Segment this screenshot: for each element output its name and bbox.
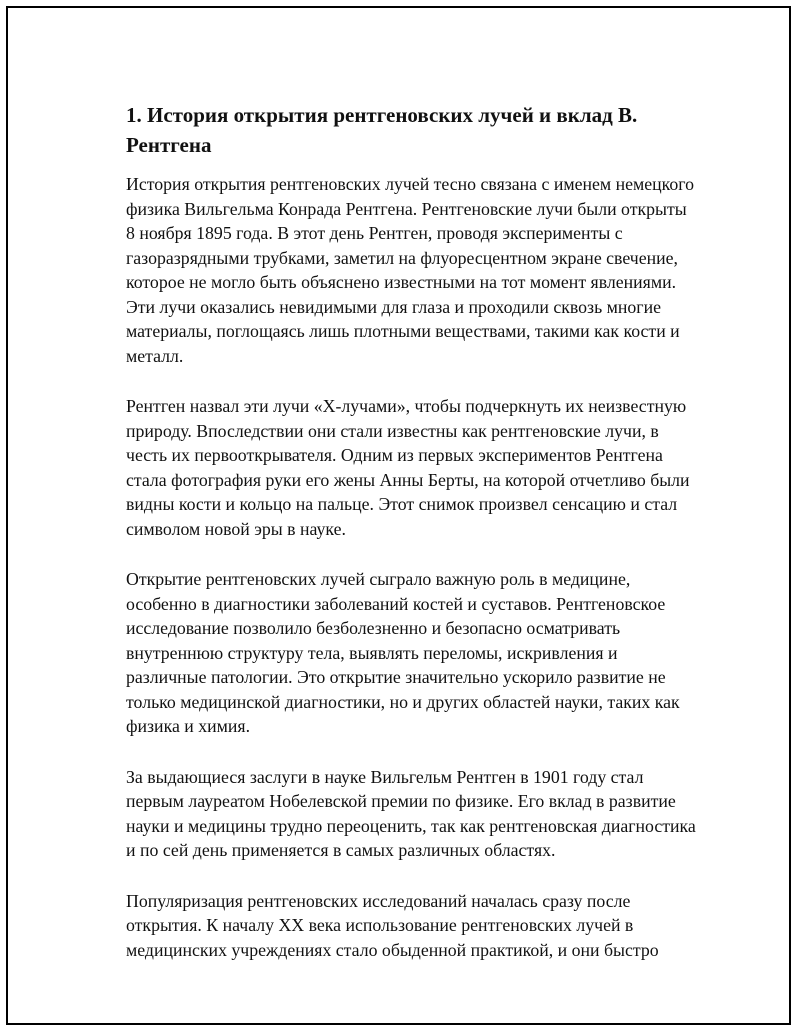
document-body bbox=[126, 100, 696, 962]
paragraph-2: Рентген назвал эти лучи «X-лучами», чтобы подчеркнуть их неизвестную природу. Впоследствии они стали известны как рентгеновские лучи, в честь их первооткрывателя. Одним из первых экспериментов Рентгена стала фотография руки его жены Анны Берты, на которой отчетливо были видны кости и кольцо на пальце. Этот снимок произвел сенсацию и стал символом новой эры в науке. bbox=[126, 396, 690, 539]
paragraph-4: За выдающиеся заслуги в науке Вильгельм Рентген в 1901 году стал первым лауреатом Нобелевской премии по физике. Его вклад в развитие науки и медицины трудно переоценить, так как рентгеновская диагностика и по сей день применяется в самых различных областях. bbox=[126, 766, 696, 860]
paragraph-3: Открытие рентгеновских лучей сыграло важную роль в медицине, особенно в диагностики заболеваний костей и суставов. Рентгеновское исследование позволило безболезненно и безопасно осматривать внутреннюю структуру тела, выявлять переломы, искривления и различные патологии. Это открытие значительно ускорило развитие не только медицинской диагностики, но и других областей науки, таких как физика и химия. bbox=[126, 569, 680, 736]
paragraph-1: История открытия рентгеновских лучей тесно связана с именем немецкого физика Вильгельма Конрада Рентгена. Рентгеновские лучи были открыты 8 ноября 1895 года. В этот день Рентген, проводя эксперименты с газоразрядными трубками, заметил на флуоресцентном экране свечение, которое не могло быть объяснено известными на тот момент явлениями. Эти лучи оказались невидимыми для глаза и проходили сквозь многие материалы, поглощаясь лишь плотными веществами, такими как кости и металл. bbox=[126, 174, 695, 366]
paragraph-5: Популяризация рентгеновских исследований началась сразу после открытия. К началу XX века использование рентгеновских лучей в медицинских учреждениях стало обыденной практикой, и они быстро bbox=[126, 890, 659, 960]
section-heading: 1. История открытия рентгеновских лучей и вклад В. Рентгена bbox=[126, 103, 638, 157]
page-border bbox=[6, 6, 791, 1025]
